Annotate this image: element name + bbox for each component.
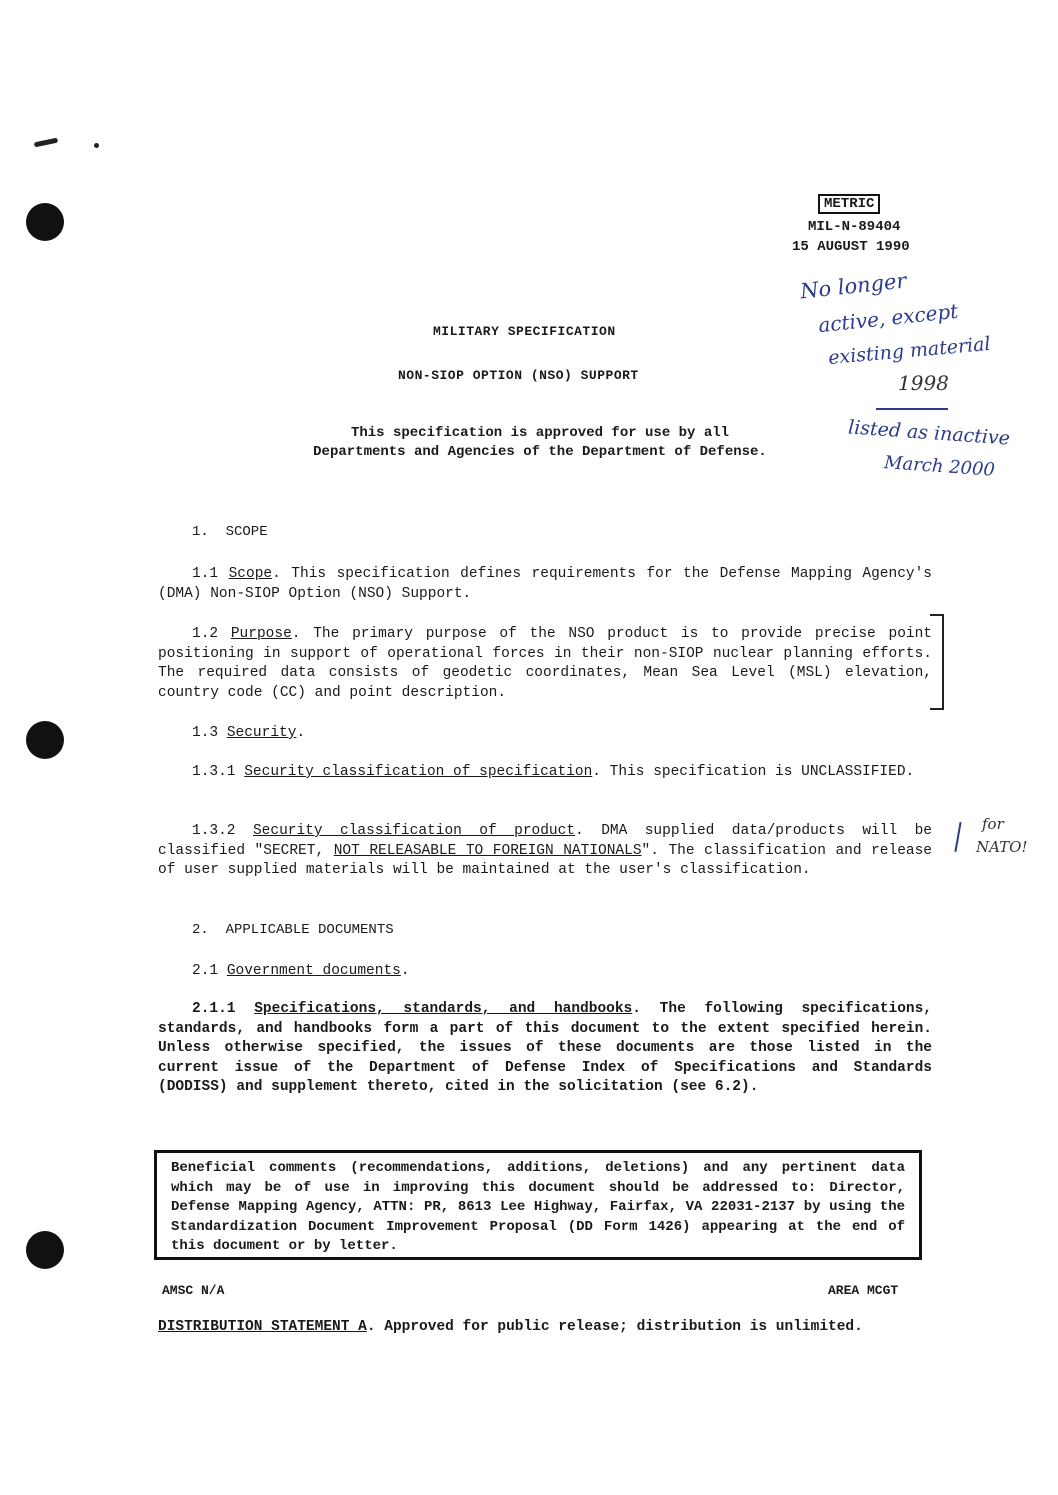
paragraph-text: . The primary purpose of the NSO product is to provide precise point positioning in support of operational forces in their non-SIOP nuclear planning efforts. The required data consists of geodetic coordinates, Mean Sea Level (MSL) elevation, country code (CC) and point description. bbox=[158, 626, 932, 701]
handwritten-note-line: No longer bbox=[799, 268, 908, 304]
binder-hole-top bbox=[26, 203, 64, 241]
paragraph-title: Government documents bbox=[226, 963, 401, 979]
beneficial-comments-box: Beneficial comments (recommendations, additions, deletions) and any pertinent data which may be of use in improving this document should be addressed to: Director, Defense Mapping Agency, ATTN: PR, 8613 Lee Highway, Fairfax, VA 22031-2137 by using the Standardization Document Improvement Proposal (DD Form 1426) appearing at the end of this document or by letter. bbox=[154, 1150, 922, 1260]
paragraph-1-3-2 bbox=[158, 822, 932, 881]
paragraph-title: Purpose bbox=[230, 626, 292, 642]
paragraph-title: Security classification of specification bbox=[244, 764, 593, 780]
document-date: 15 AUGUST 1990 bbox=[792, 239, 910, 255]
paragraph-number: 2.1.1 bbox=[192, 1001, 236, 1017]
paragraph-title: Specifications, standards, and handbooks bbox=[254, 1001, 633, 1017]
spec-name-title: NON-SIOP OPTION (NSO) SUPPORT bbox=[398, 368, 639, 383]
paragraph-number: 1.3 bbox=[192, 725, 219, 741]
paragraph-2-1 bbox=[158, 962, 932, 982]
paragraph-text: . This specification is UNCLASSIFIED. bbox=[592, 764, 915, 780]
paragraph-1-3-1 bbox=[158, 763, 932, 783]
area-label: AREA MCGT bbox=[828, 1283, 899, 1298]
handwritten-note-line: existing material bbox=[827, 332, 992, 370]
handwritten-note-line: for bbox=[982, 815, 1004, 833]
paragraph-1-2 bbox=[158, 625, 932, 703]
spec-type-title: MILITARY SPECIFICATION bbox=[433, 324, 616, 339]
paragraph-number: 1.1 bbox=[192, 566, 219, 582]
paragraph-number: 2.1 bbox=[192, 963, 219, 979]
handwritten-note-line: March 2000 bbox=[883, 452, 996, 481]
scan-speck bbox=[34, 138, 59, 148]
paragraph-number: 1.3.1 bbox=[192, 764, 236, 780]
approval-line: This specification is approved for use by all bbox=[350, 425, 730, 441]
paragraph-text: . DMA supplied data/products will be classified "SECRET, bbox=[158, 823, 932, 859]
handwritten-note-line: active, except bbox=[817, 298, 960, 338]
paragraph-title: Security bbox=[226, 725, 297, 741]
handwritten-margin-mark bbox=[954, 822, 961, 852]
section-heading-applicable-documents: 2. APPLICABLE DOCUMENTS bbox=[192, 922, 394, 938]
paragraph-text: ". The classification and release of user supplied materials will be maintained at the user's classification. bbox=[158, 842, 932, 879]
paragraph-text: . This specification defines requirements for the Defense Mapping Agency's (DMA) Non-SIOP Option (NSO) Support. bbox=[158, 566, 933, 602]
handwritten-note-line: NATO! bbox=[976, 838, 1028, 856]
margin-bracket bbox=[930, 614, 944, 710]
handwritten-note-line: 1998 bbox=[898, 371, 949, 395]
document-number: MIL-N-89404 bbox=[808, 219, 901, 235]
paragraph-text: . The following specifications, standards, and handbooks form a part of this document to the extent specified herein. Unless otherwise specified, the issues of these documents are those listed in the current issue of the Department of Defense Index of Specifications and Standards (DODISS) and supplement thereto, cited in the solicitation (see 6.2). bbox=[158, 1001, 932, 1096]
paragraph-title: Security classification of product bbox=[252, 823, 576, 839]
paragraph-number: 1.3.2 bbox=[192, 823, 236, 839]
binder-hole-middle bbox=[26, 721, 64, 759]
binder-hole-bottom bbox=[26, 1231, 64, 1269]
scan-speck bbox=[94, 143, 99, 148]
metric-badge: METRIC bbox=[818, 194, 880, 214]
period: . bbox=[296, 725, 306, 741]
paragraph-1-3 bbox=[158, 724, 932, 744]
distribution-statement bbox=[158, 1318, 898, 1338]
amsc-label: AMSC N/A bbox=[162, 1283, 225, 1298]
distribution-title: DISTRIBUTION STATEMENT A bbox=[158, 1319, 367, 1335]
section-heading-scope: 1. SCOPE bbox=[192, 524, 268, 540]
releasability-caveat: NOT RELEASABLE TO FOREIGN NATIONALS bbox=[333, 842, 642, 859]
period: . bbox=[400, 963, 410, 979]
handwritten-divider bbox=[876, 408, 948, 410]
paragraph-number: 1.2 bbox=[192, 626, 219, 642]
paragraph-1-1 bbox=[158, 565, 932, 604]
paragraph-2-1-1 bbox=[158, 1000, 932, 1098]
paragraph-title: Scope bbox=[228, 566, 273, 582]
handwritten-note-line: listed as inactive bbox=[847, 416, 1011, 450]
approval-line: Departments and Agencies of the Department of Defense. bbox=[313, 444, 767, 460]
distribution-text: . Approved for public release; distribution is unlimited. bbox=[366, 1319, 863, 1335]
